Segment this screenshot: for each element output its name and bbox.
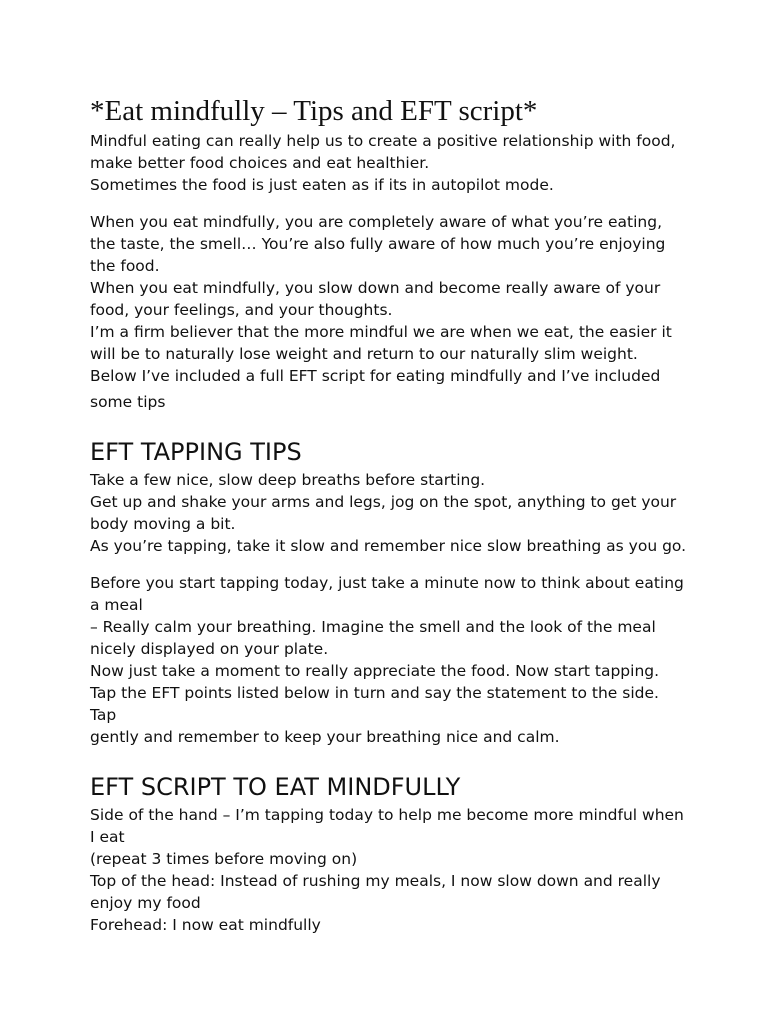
before-line: a meal — [90, 596, 143, 614]
section-gap — [90, 413, 690, 437]
body-line: When you eat mindfully, you slow down and become really aware of your — [90, 279, 661, 297]
body-line: Below I’ve included a full EFT script for eating mindfully and I’ve included — [90, 367, 661, 385]
intro-paragraph — [90, 130, 690, 196]
intro-line: Sometimes the food is just eaten as if its in autopilot mode. — [90, 176, 554, 194]
body-line: will be to naturally lose weight and return to our naturally slim weight. — [90, 345, 638, 363]
before-line: Before you start tapping today, just take a minute now to think about eating — [90, 574, 684, 592]
body-line: When you eat mindfully, you are completely aware of what you’re eating, — [90, 213, 663, 231]
body-line: the food. — [90, 257, 160, 275]
script-line: Forehead: I now eat mindfully — [90, 916, 321, 934]
script-paragraph — [90, 804, 690, 936]
body-paragraph — [90, 211, 690, 413]
tips-paragraph — [90, 469, 690, 557]
section-gap — [90, 748, 690, 772]
body-line: the taste, the smell… You’re also fully aware of how much you’re enjoying — [90, 235, 666, 253]
paragraph-gap — [90, 557, 690, 572]
before-line: Tap — [90, 706, 117, 724]
body-line: some tips — [90, 393, 166, 411]
paragraph-gap — [90, 196, 690, 211]
script-line: enjoy my food — [90, 894, 201, 912]
before-paragraph — [90, 572, 690, 748]
before-line: gently and remember to keep your breathing nice and calm. — [90, 728, 560, 746]
before-line: Now just take a moment to really appreciate the food. Now start tapping. — [90, 662, 660, 680]
script-line: Side of the hand – I’m tapping today to help me become more mindful when — [90, 806, 684, 824]
tips-line: As you’re tapping, take it slow and remember nice slow breathing as you go. — [90, 537, 687, 555]
body-line: I’m a firm believer that the more mindful we are when we eat, the easier it — [90, 323, 672, 341]
tips-line: Take a few nice, slow deep breaths before starting. — [90, 471, 486, 489]
body-line: food, your feelings, and your thoughts. — [90, 301, 393, 319]
intro-line: Mindful eating can really help us to create a positive relationship with food, — [90, 132, 676, 150]
before-line: – Really calm your breathing. Imagine the smell and the look of the meal — [90, 618, 656, 636]
before-line: Tap the EFT points listed below in turn and say the statement to the side. — [90, 684, 659, 702]
script-line: (repeat 3 times before moving on) — [90, 850, 358, 868]
before-line: nicely displayed on your plate. — [90, 640, 329, 658]
script-heading: EFT SCRIPT TO EAT MINDFULLY — [90, 773, 461, 801]
tips-line: Get up and shake your arms and legs, jog on the spot, anything to get your — [90, 493, 677, 511]
tips-heading: EFT TAPPING TIPS — [90, 438, 302, 466]
intro-line: make better food choices and eat healthier. — [90, 154, 430, 172]
script-line: I eat — [90, 828, 125, 846]
document-title: *Eat mindfully – Tips and EFT script* — [90, 95, 538, 127]
script-line: Top of the head: Instead of rushing my meals, I now slow down and really — [90, 872, 661, 890]
tips-line: body moving a bit. — [90, 515, 236, 533]
document-page — [90, 94, 690, 936]
